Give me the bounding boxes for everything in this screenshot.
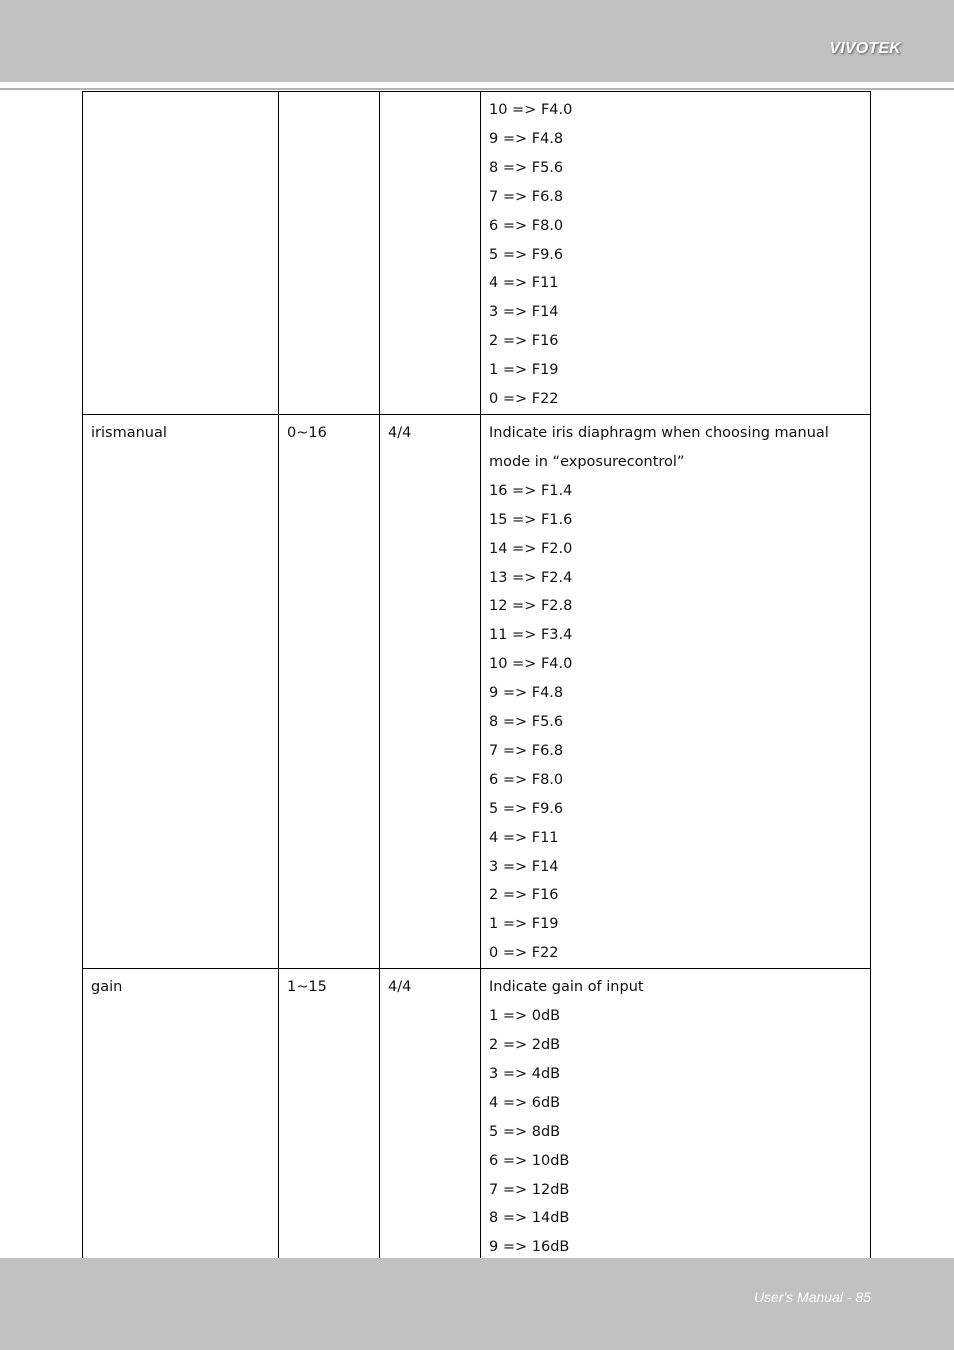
description-line: 4 => F11 — [489, 275, 559, 292]
description-line: 0 => F22 — [489, 945, 559, 962]
description-line: 16 => F1.4 — [489, 482, 573, 499]
description-line: 10 => F4.0 — [489, 656, 573, 673]
cell-description — [481, 969, 871, 1263]
table-row — [83, 92, 871, 415]
description-line: 1 => 0dB — [489, 1008, 561, 1025]
header-divider — [0, 88, 954, 90]
table-row — [83, 414, 871, 968]
description-line: 7 => 12dB — [489, 1181, 570, 1198]
description-line: 4 => 6dB — [489, 1094, 561, 1111]
security-text: 4/4 — [388, 979, 412, 996]
description-line: 9 => 16dB — [489, 1239, 570, 1256]
description-line: 10 => F4.0 — [489, 102, 573, 118]
description-line: 9 => F4.8 — [489, 130, 564, 147]
cell-value — [279, 414, 380, 968]
description-line: 3 => F14 — [489, 858, 559, 875]
description-line: 7 => F6.8 — [489, 742, 564, 759]
cell-security — [380, 969, 481, 1263]
description-line: 8 => 14dB — [489, 1210, 570, 1227]
description-line: 5 => 8dB — [489, 1123, 561, 1140]
description-line: mode in “exposurecontrol” — [489, 453, 685, 470]
description-line: 5 => F9.6 — [489, 246, 564, 263]
description-line: 2 => F16 — [489, 333, 559, 350]
description-line: 3 => 4dB — [489, 1065, 561, 1082]
description-line: 14 => F2.0 — [489, 540, 573, 557]
parameter-table-body — [83, 92, 871, 1263]
description-line: 9 => F4.8 — [489, 685, 564, 702]
cell-value — [279, 969, 380, 1263]
description-line: 12 => F2.8 — [489, 598, 573, 615]
name-text: gain — [91, 979, 123, 996]
description-line: 11 => F3.4 — [489, 627, 573, 644]
description-line: Indicate iris diaphragm when choosing manual — [489, 424, 829, 441]
description-line: Indicate gain of input — [489, 979, 644, 996]
description-line: 2 => F16 — [489, 887, 559, 904]
page-header — [0, 0, 954, 82]
description-line: 1 => F19 — [489, 362, 559, 379]
value-text: 0~16 — [287, 424, 327, 441]
brand-logo: VIVOTEK — [829, 40, 901, 57]
page-footer — [0, 1258, 954, 1350]
description-line: 13 => F2.4 — [489, 569, 573, 586]
security-text: 4/4 — [388, 424, 412, 441]
cell-name — [83, 92, 279, 415]
description-line: 15 => F1.6 — [489, 511, 573, 528]
description-line: 6 => F8.0 — [489, 771, 564, 788]
description-line: 4 => F11 — [489, 829, 559, 846]
parameter-table — [82, 91, 871, 1263]
description-line: 8 => F5.6 — [489, 159, 564, 176]
description-line: 2 => 2dB — [489, 1037, 561, 1053]
description-line: 5 => F9.6 — [489, 800, 564, 817]
cell-name — [83, 969, 279, 1263]
cell-description — [481, 92, 871, 415]
cell-description — [481, 414, 871, 968]
description-line: 0 => F22 — [489, 391, 559, 408]
description-line: 3 => F14 — [489, 304, 559, 321]
cell-value — [279, 92, 380, 415]
description-line: 6 => 10dB — [489, 1152, 570, 1169]
name-text: irismanual — [91, 424, 167, 441]
page-number-label: User's Manual - 85 — [753, 1289, 871, 1305]
cell-security — [380, 92, 481, 415]
cell-security — [380, 414, 481, 968]
description-line: 1 => F19 — [489, 916, 559, 933]
description-line: 6 => F8.0 — [489, 217, 564, 234]
cell-name — [83, 414, 279, 968]
description-line: 8 => F5.6 — [489, 714, 564, 731]
table-row — [83, 969, 871, 1263]
description-line: 7 => F6.8 — [489, 188, 564, 205]
value-text: 1~15 — [287, 979, 327, 996]
